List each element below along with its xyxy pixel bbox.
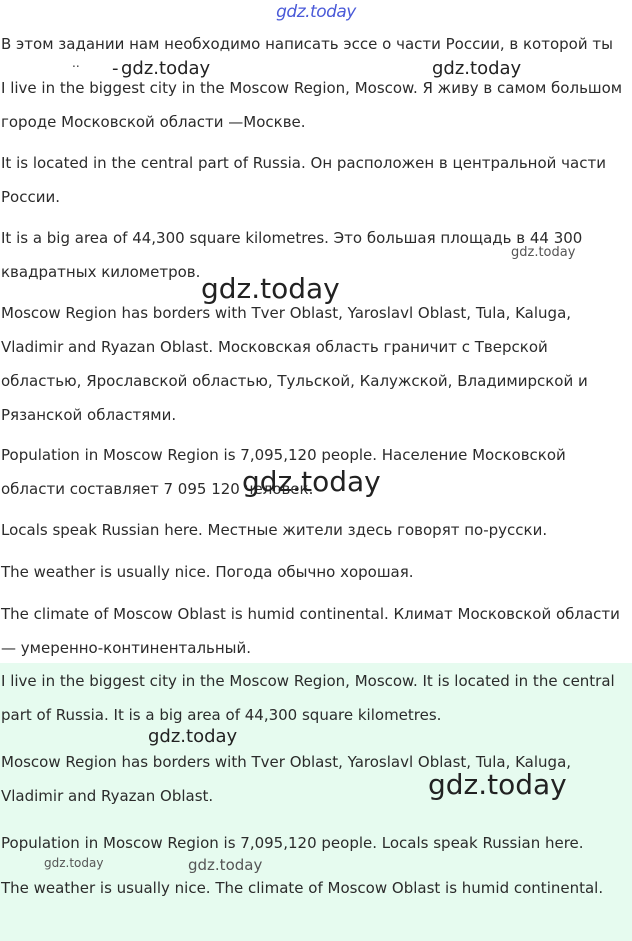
watermark: gdz.today [44,856,104,870]
watermark: gdz.today [432,58,522,79]
essay-paragraph-2: Moscow Region has borders with Tver Oblast, Yaroslavl Oblast, Tula, Kaluga, Vladimir and Ryazan Oblast. [1,753,572,805]
watermark: gdz.today [148,726,238,747]
watermark: gdz.today [188,856,263,874]
stray-dots: .. [72,56,80,70]
paragraph-6: Locals speak Russian here. Местные жители здесь говорят по-русски. [1,521,548,539]
watermark-dash: - [112,58,119,79]
paragraph-7: The weather is usually nice. Погода обычно хорошая. [1,563,414,581]
paragraph-1: I live in the biggest city in the Moscow Region, Moscow. Я живу в самом большом городе Московской области —Москве. [1,79,623,131]
watermark: gdz.today [428,768,567,801]
paragraph-8: The climate of Moscow Oblast is humid continental. Климат Московской области — умеренно-континентальный. [1,605,620,657]
watermark: gdz.today [511,245,576,260]
paragraph-5: Population in Moscow Region is 7,095,120 people. Население Московской области составляет 7 095 120 человек. [1,446,566,498]
essay-paragraph-4: The weather is usually nice. The climate of Moscow Oblast is humid continental. [1,879,604,897]
site-logo[interactable]: gdz.today [276,2,356,22]
watermark: gdz.today [121,58,211,79]
essay-paragraph-1: I live in the biggest city in the Moscow Region, Moscow. It is located in the central part of Russia. It is a big area of 44,300 square kilometres. [1,672,615,724]
watermark: gdz.today [242,465,381,498]
watermark: gdz.today [201,272,340,305]
paragraph-2: It is located in the central part of Russia. Он расположен в центральной части России. [1,154,606,206]
essay-paragraph-3: Population in Moscow Region is 7,095,120 people. Locals speak Russian here. [1,834,584,852]
paragraph-4: Moscow Region has borders with Tver Oblast, Yaroslavl Oblast, Tula, Kaluga, Vladimir and Ryazan Oblast. Московская область граничит с Тверской областью, Ярославской областью, Тульской, Калужской, Владимирской и Рязанской областями. [1,304,588,424]
paragraph-3: It is a big area of 44,300 square kilometres. Это большая площадь в 44 300 квадратных километров. [1,229,583,281]
intro-text: В этом задании нам необходимо написать эссе о части России, в которой ты [1,35,613,53]
